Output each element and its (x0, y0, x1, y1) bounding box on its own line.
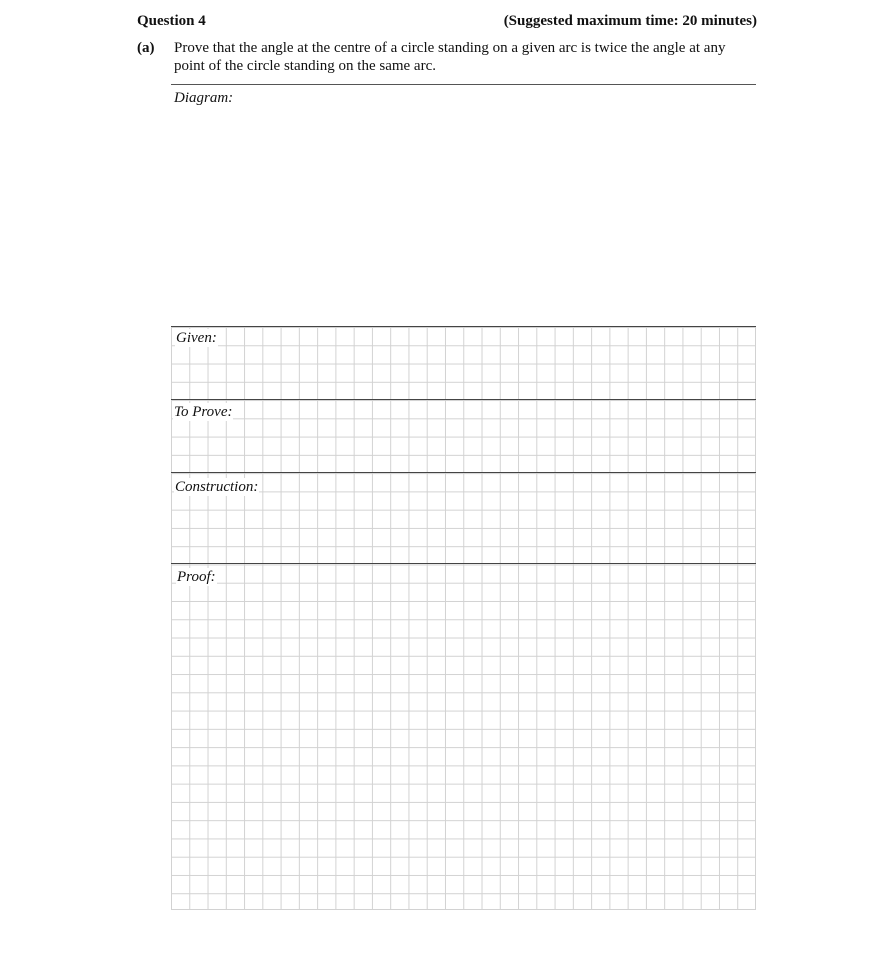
given-label: Given: (176, 330, 217, 346)
answer-grid[interactable] (171, 327, 756, 910)
to-prove-rule (171, 399, 756, 400)
proof-label: Proof: (177, 569, 216, 585)
question-title: Question 4 (137, 13, 206, 29)
suggested-time: (Suggested maximum time: 20 minutes) (503, 13, 757, 29)
proof-rule (171, 563, 756, 564)
construction-rule (171, 472, 756, 473)
part-a-question-text: Prove that the angle at the centre of a circle standing on a given arc is twice the angle at any point of the circle standing on the same arc. (174, 40, 726, 74)
to-prove-label: To Prove: (174, 404, 233, 420)
given-rule (171, 326, 756, 327)
diagram-top-rule (171, 84, 756, 85)
diagram-label: Diagram: (174, 90, 234, 106)
construction-label: Construction: (175, 479, 259, 495)
part-a-label: (a) (137, 40, 155, 56)
question-heading (137, 13, 757, 33)
